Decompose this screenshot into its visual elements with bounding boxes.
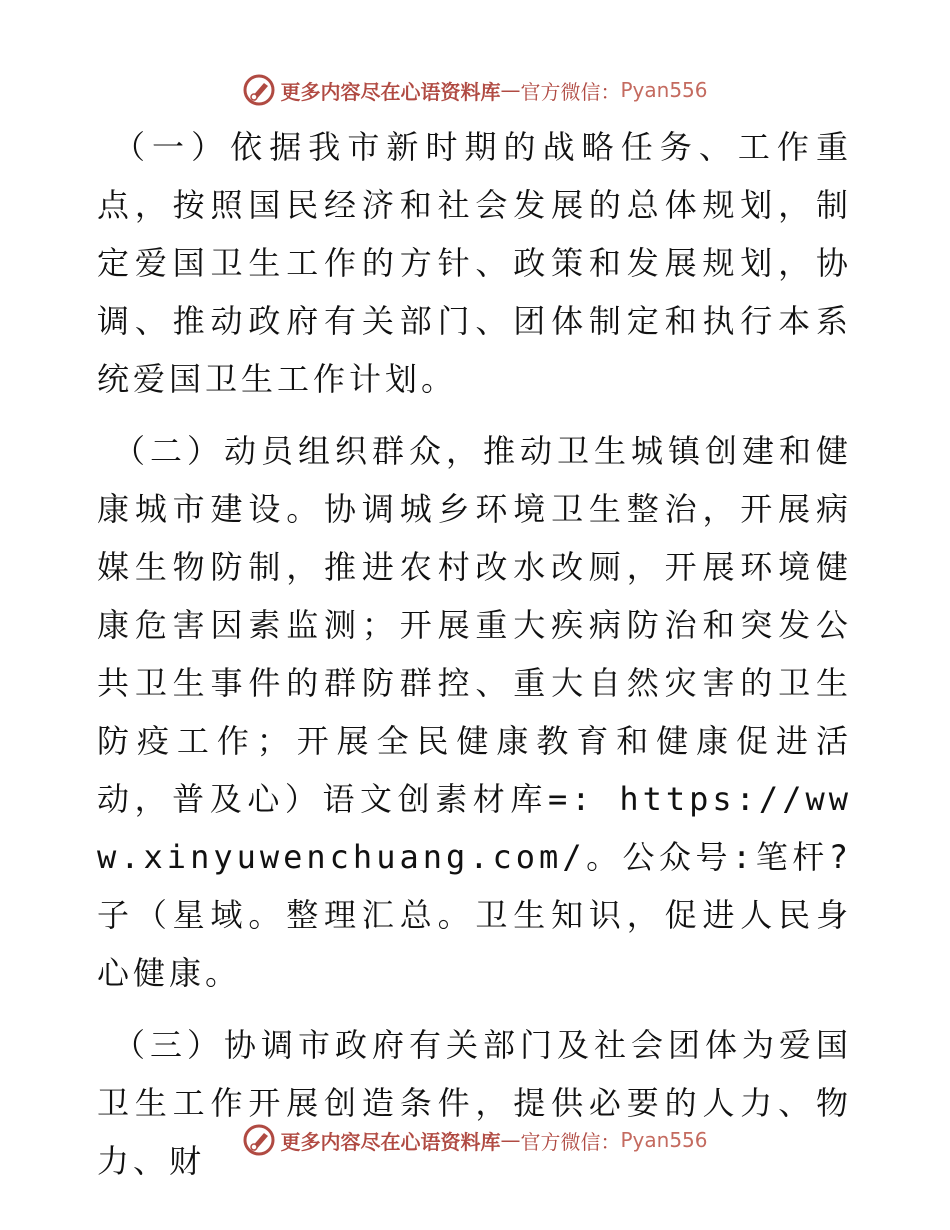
banner-wechat-id: Pyan556 [620, 1128, 708, 1152]
header-watermark-banner [0, 68, 950, 112]
pen-logo-icon [242, 73, 276, 107]
banner-separator: — [500, 1128, 521, 1152]
banner-wechat-id: Pyan556 [620, 78, 708, 102]
banner-wechat-label: 官方微信： [520, 1129, 621, 1154]
document-body [97, 118, 852, 1204]
banner-site-name: 更多内容尽在心语资料库 [280, 79, 501, 104]
footer-watermark-banner [0, 1118, 950, 1162]
paragraph-2: （二）动员组织群众，推动卫生城镇创建和健康城市建设。协调城乡环境卫生整治，开展病媒生物防制，推进农村改水改厕，开展环境健康危害因素监测；开展重大疾病防治和突发公共卫生事件的群防群控、重大自然灾害的卫生防疫工作；开展全民健康教育和健康促进活动，普及心）语文创素材库=: https://www.xinyuwenchuang.com/。公众号:笔杆?子（星域。整理汇总。卫生知识，促进人民身心健康。 [97, 432, 852, 992]
banner-site-name: 更多内容尽在心语资料库 [280, 1129, 501, 1154]
paragraph-3: （三）协调市政府有关部门及社会团体为爱国卫生工作开展创造条件，提供必要的人力、物力、财 [97, 1026, 852, 1180]
pen-logo-icon [242, 1123, 276, 1157]
banner-wechat-label: 官方微信： [520, 79, 621, 104]
banner-separator: — [500, 78, 521, 102]
paragraph-1: （一）依据我市新时期的战略任务、工作重点，按照国民经济和社会发展的总体规划，制定爱国卫生工作的方针、政策和发展规划，协调、推动政府有关部门、团体制定和执行本系统爱国卫生工作计划。 [97, 128, 852, 398]
